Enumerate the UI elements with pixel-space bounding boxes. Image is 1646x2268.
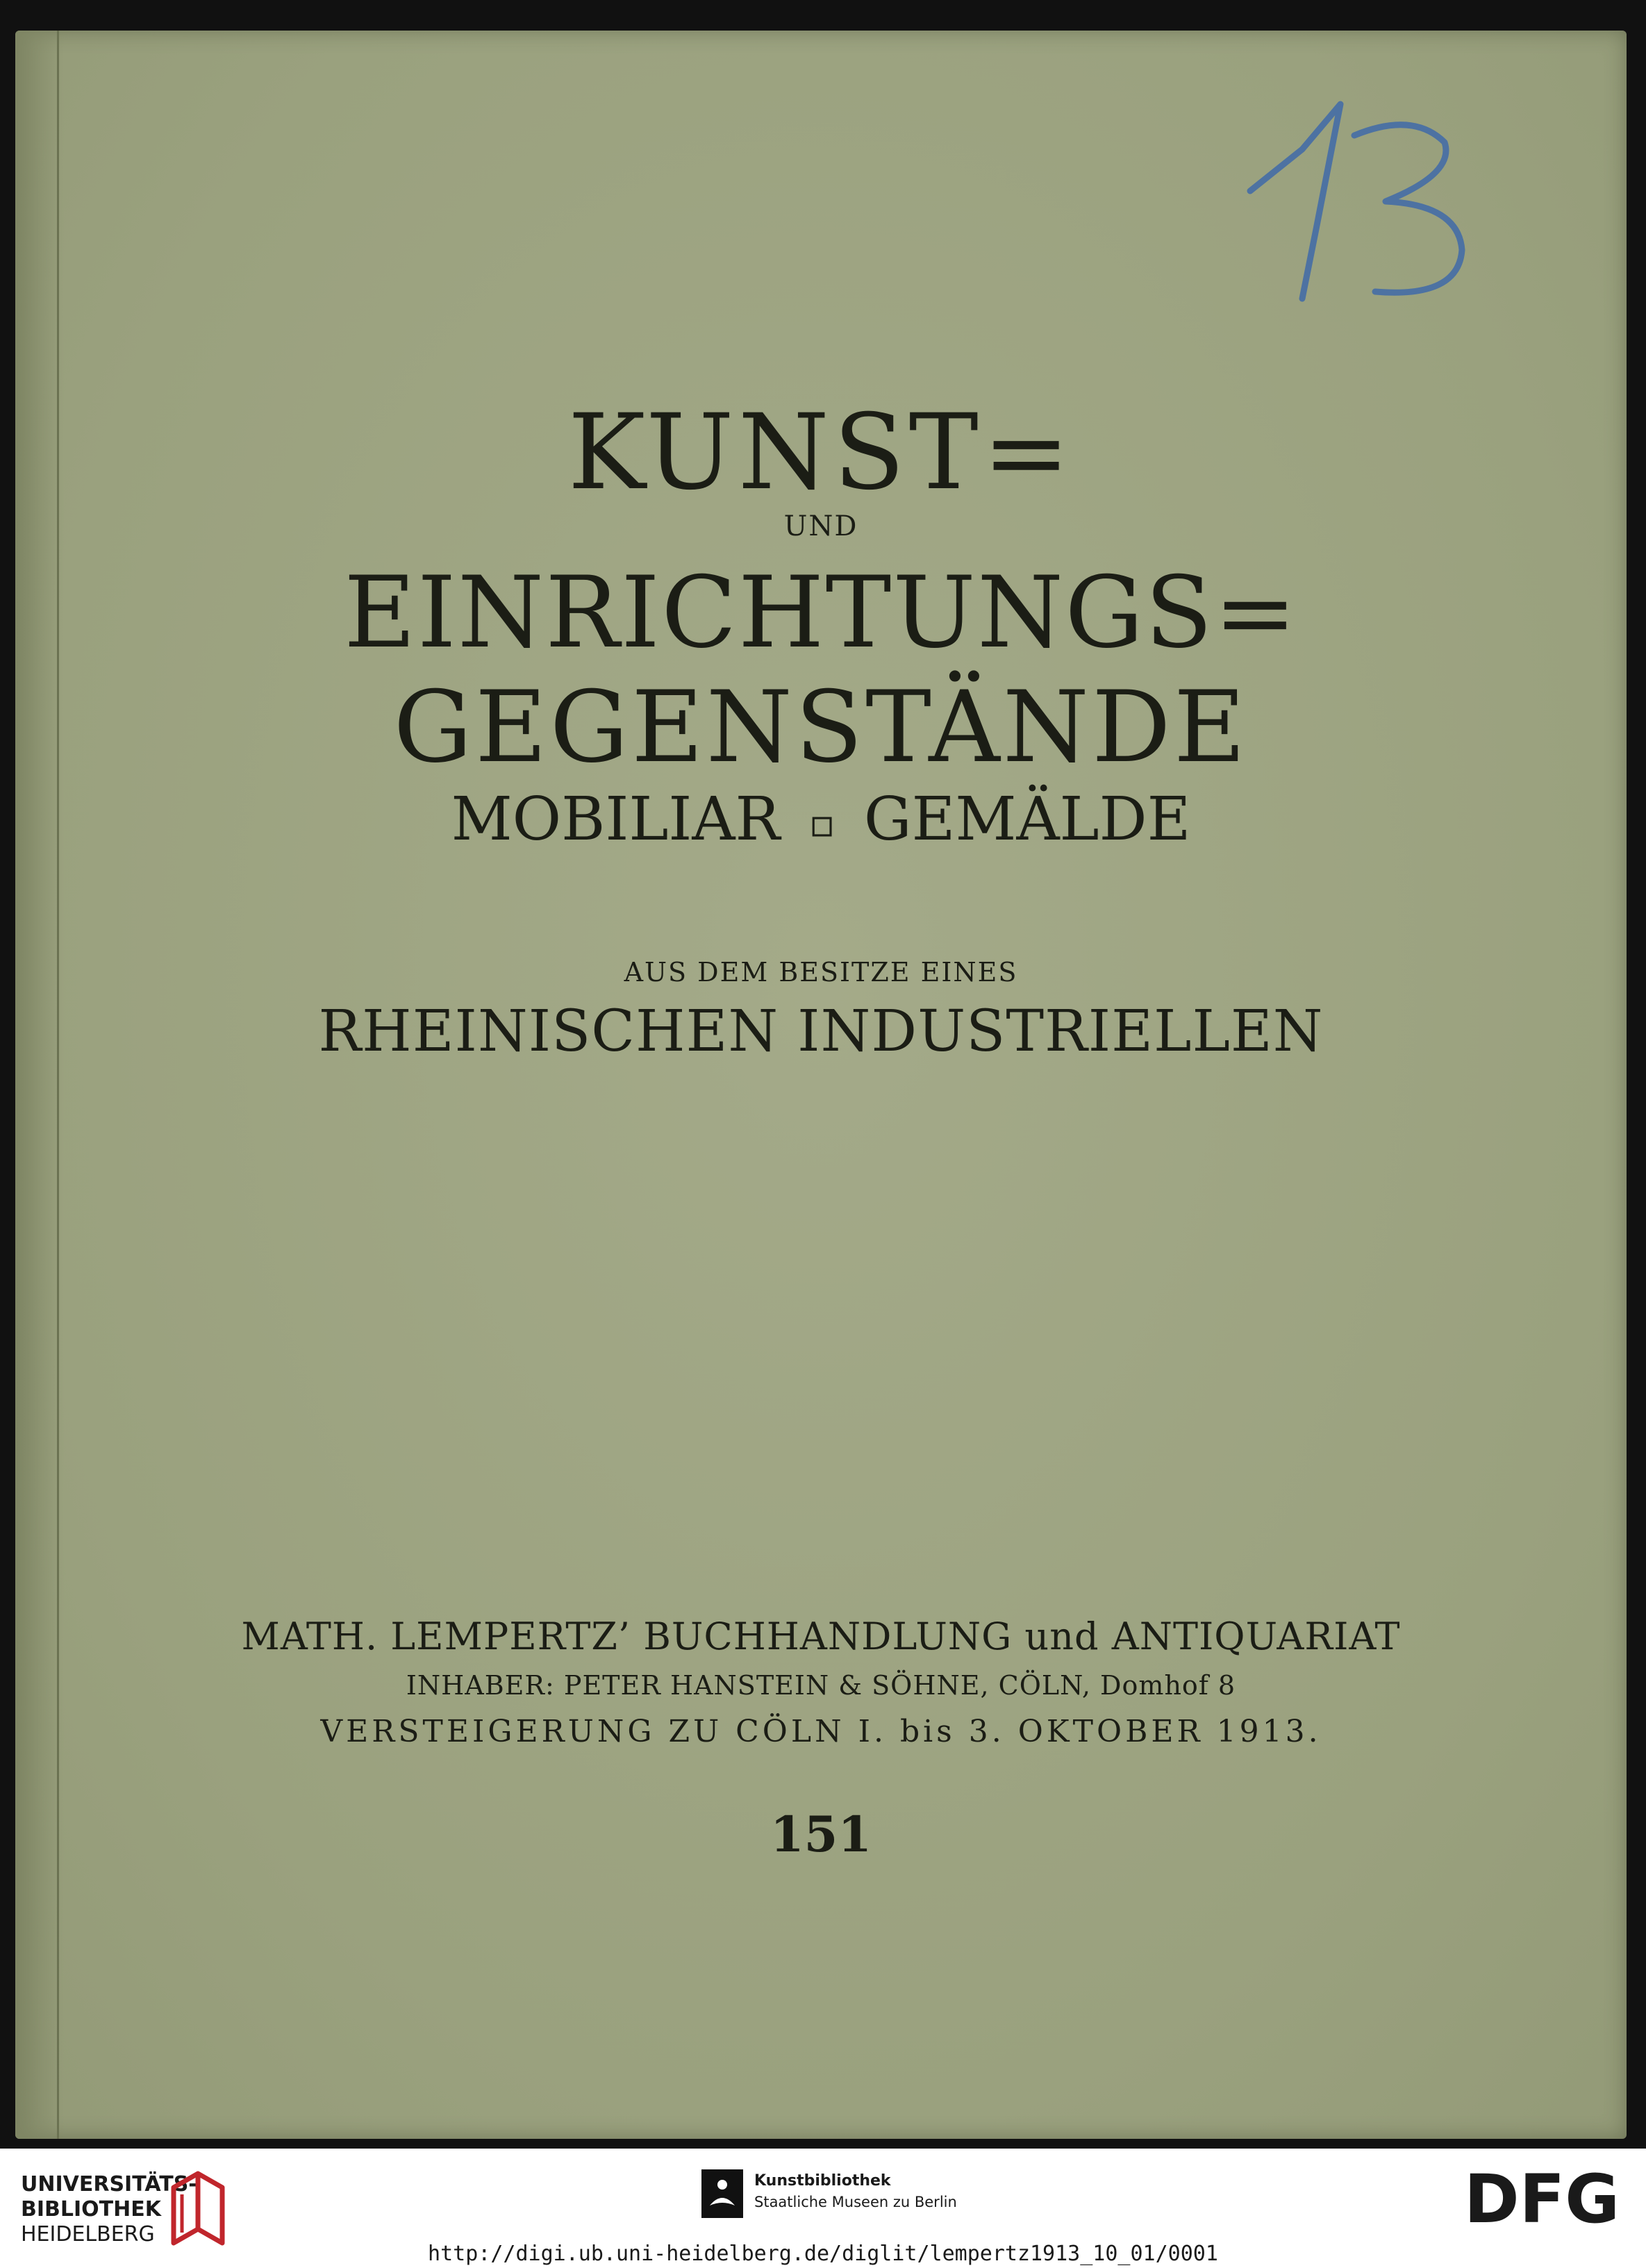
- kb-line-1: Kunstbibliothek: [754, 2172, 891, 2190]
- subtitle-separator: ▫: [808, 801, 836, 847]
- handwritten-number-13: [1236, 90, 1486, 326]
- ub-line-2: BIBLIOTHEK: [21, 2197, 161, 2221]
- dfg-logo[interactable]: [1455, 2168, 1629, 2231]
- auction-line: VERSTEIGERUNG ZU CÖLN I. bis 3. OKTOBER 1913.: [320, 1714, 1322, 1749]
- title-gegenstaende: GEGENSTÄNDE: [393, 670, 1249, 785]
- subtitle-mobiliar-gemaelde: [15, 785, 1627, 854]
- owner-line: INHABER: PETER HANSTEIN & SÖHNE, CÖLN, Domhof 8: [406, 1670, 1236, 1701]
- ub-heidelberg-book-icon: [167, 2160, 229, 2250]
- subtitle-mobiliar: MOBILIAR: [451, 785, 781, 854]
- subtitle-gemaelde: GEMÄLDE: [863, 785, 1191, 854]
- provenance-intro: AUS DEM BESITZE EINES: [624, 957, 1018, 987]
- kunstbibliothek-eagle-icon: [701, 2169, 743, 2218]
- ub-line-1: UNIVERSITÄTS-: [21, 2172, 197, 2196]
- publisher-line: MATH. LEMPERTZ’ BUCHHANDLUNG und ANTIQUARIAT: [241, 1615, 1401, 1658]
- catalog-number: 151: [770, 1806, 872, 1863]
- kb-line-2: Staatliche Museen zu Berlin: [754, 2194, 957, 2210]
- dfg-logo-text: DFG: [1463, 2168, 1620, 2231]
- kunstbibliothek-logo-text[interactable]: [754, 2171, 957, 2212]
- ub-line-3: HEIDELBERG: [21, 2222, 155, 2246]
- title-einrichtungs: EINRICHTUNGS=: [344, 556, 1298, 670]
- title-und: UND: [783, 510, 858, 542]
- permalink-url[interactable]: http://digi.ub.uni-heidelberg.de/diglit/lempertz1913_10_01/0001: [428, 2242, 1218, 2266]
- provenance-owner: RHEINISCHEN INDUSTRIELLEN: [318, 999, 1324, 1065]
- title-kunst: KUNST=: [567, 392, 1074, 513]
